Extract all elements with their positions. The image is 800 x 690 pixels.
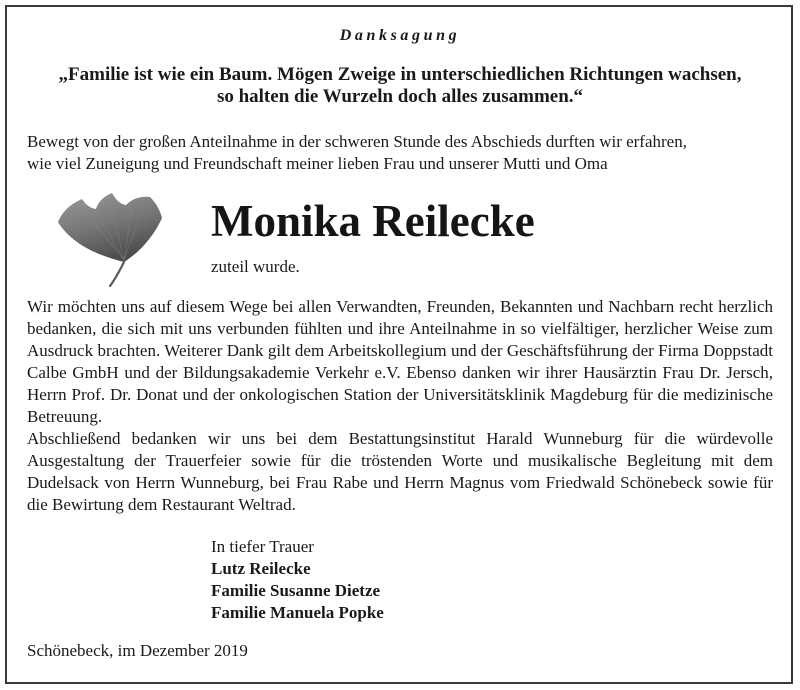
thanks-paragraph-2: Abschließend bedanken wir uns bei dem Bestattungsinstitut Harald Wunneburg für die würdevolle Ausgestaltung der Trauerfeier sowie für die tröstenden Worte und musikalische Begleitung mit dem Dudelsack von Herrn Wunneburg, bei Frau Rabe und Herrn Magnus vom Friedwald Schönebeck sowie für die Bewirtung dem Restaurant Weltrad.	[27, 429, 773, 514]
place-date: Schönebeck, im Dezember 2019	[27, 641, 248, 660]
mourner-name: Familie Manuela Popke	[211, 603, 384, 622]
thanks-body	[27, 296, 773, 516]
deceased-name: Monika Reilecke	[211, 196, 535, 246]
after-name-text: zuteil wurde.	[211, 257, 300, 276]
quote-line-2: so halten die Wurzeln doch alles zusammen.“	[216, 86, 584, 107]
thanks-paragraph-1: Wir möchten uns auf diesem Wege bei allen Verwandten, Freunden, Bekannten und Nachbarn recht herzlich bedanken, die sich mit uns verbunden fühlten und ihre Anteilnahme in so vielfältiger, herzlicher Weise zum Ausdruck brachten. Weiterer Dank gilt dem Arbeitskollegium und der Geschäftsführung der Firma Doppstadt Calbe GmbH und der Bildungsakademie Verkehr e.V. Ebenso danken wir ihrer Hausärztin Frau Dr. Jersch, Herrn Prof. Dr. Donat und der onkologischen Station der Universitätsklinik Magdeburg für die medizinische Betreuung.	[27, 297, 773, 426]
mourner-name: Lutz Reilecke	[211, 559, 311, 578]
mourners-block	[211, 536, 384, 624]
mourners-intro: In tiefer Trauer	[211, 537, 314, 556]
family-quote	[0, 64, 800, 108]
intro-line-1: Bewegt von der großen Anteilnahme in der schweren Stunde des Abschieds durften wir erfahren,	[27, 132, 687, 151]
mourner-name: Familie Susanne Dietze	[211, 581, 381, 600]
intro-text	[27, 131, 777, 175]
notice-heading: Danksagung	[339, 27, 461, 44]
mourners-names	[211, 558, 384, 624]
intro-line-2: wie viel Zuneigung und Freundschaft meiner lieben Frau und unserer Mutti und Oma	[27, 154, 608, 173]
ginkgo-leaf-icon	[52, 190, 182, 290]
quote-line-1: „Familie ist wie ein Baum. Mögen Zweige in unterschiedlichen Richtungen wachsen,	[58, 64, 742, 85]
